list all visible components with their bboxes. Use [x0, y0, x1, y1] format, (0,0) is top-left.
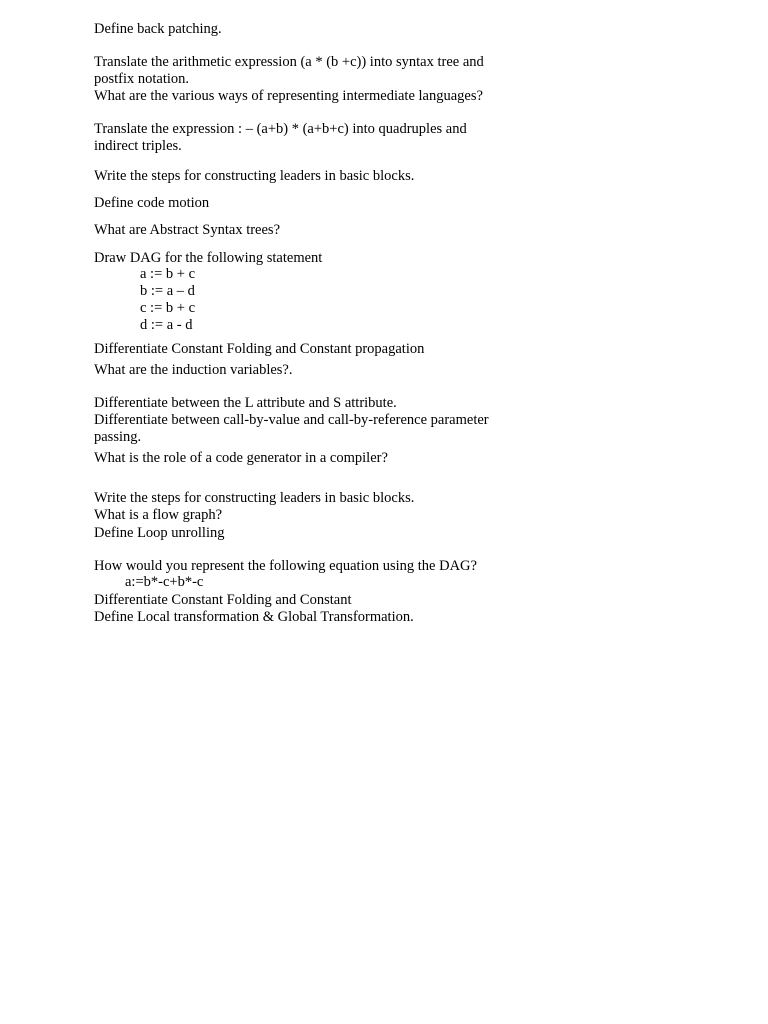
code-line: d := a - d — [140, 317, 193, 333]
question-constant-folding-propagation: Differentiate Constant Folding and Constant propagation — [94, 341, 425, 357]
code-line: a:=b*-c+b*-c — [125, 574, 204, 590]
question-dag-equation: How would you represent the following equation using the DAG? — [94, 558, 477, 574]
question-quadruples-line1: Translate the expression : – (a+b) * (a+b+c) into quadruples and — [94, 121, 467, 137]
question-l-s-attribute: Differentiate between the L attribute and S attribute. — [94, 395, 397, 411]
question-call-by-value-line2: passing. — [94, 429, 142, 445]
question-arith-expression-line1: Translate the arithmetic expression (a * (b +c)) into syntax tree and — [94, 54, 484, 70]
question-flow-graph: What is a flow graph? — [94, 507, 223, 523]
question-constant-folding: Differentiate Constant Folding and Constant — [94, 592, 352, 608]
question-quadruples-line2: indirect triples. — [94, 138, 182, 154]
question-local-global-transformation: Define Local transformation & Global Transformation. — [94, 609, 414, 625]
question-leaders-basic-blocks: Write the steps for constructing leaders in basic blocks. — [94, 168, 415, 184]
code-line: b := a – d — [140, 283, 195, 299]
question-arith-expression-line2: postfix notation. — [94, 71, 190, 87]
question-code-generator-role: What is the role of a code generator in a compiler? — [94, 450, 388, 466]
question-abstract-syntax-trees: What are Abstract Syntax trees? — [94, 222, 281, 238]
code-line: a := b + c — [140, 266, 196, 282]
question-induction-variables: What are the induction variables?. — [94, 362, 293, 378]
question-call-by-value-line1: Differentiate between call-by-value and call-by-reference parameter — [94, 412, 489, 428]
question-leaders-basic-blocks-repeat: Write the steps for constructing leaders in basic blocks. — [94, 490, 415, 506]
question-loop-unrolling: Define Loop unrolling — [94, 525, 225, 541]
question-back-patching: Define back patching. — [94, 21, 222, 37]
question-intermediate-languages: What are the various ways of representing intermediate languages? — [94, 88, 483, 104]
code-line: c := b + c — [140, 300, 196, 316]
question-code-motion: Define code motion — [94, 195, 210, 211]
question-draw-dag: Draw DAG for the following statement — [94, 250, 323, 266]
